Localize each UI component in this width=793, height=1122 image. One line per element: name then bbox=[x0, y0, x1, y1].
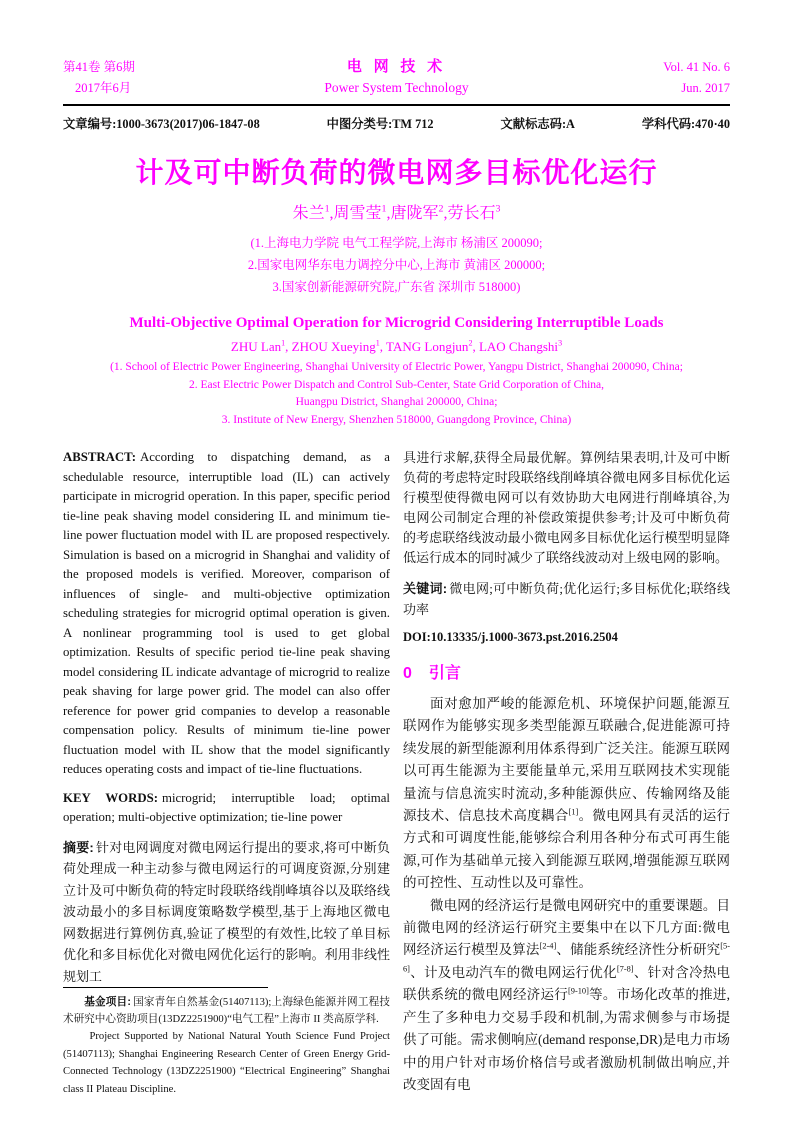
journal-title-block bbox=[324, 57, 468, 98]
header-volume-issue-cn-block bbox=[63, 57, 324, 99]
affiliation-en-line: (1. School of Electric Power Engineering, Shanghai University of Electric Power, Yangpu District, Shanghai 200090, China; bbox=[110, 361, 683, 373]
authors-cn: 朱兰$^1$,周雪莹$^1$,唐陇军$^2$,劳长石$^3$ bbox=[292, 203, 501, 222]
keywords-en bbox=[63, 789, 390, 828]
journal-header bbox=[63, 57, 730, 132]
affiliations-en bbox=[63, 359, 730, 429]
funding-text-cn: 国家青年自然基金(51407113);上海绿色能源并网工程技术研究中心资助项目(13DZ2251900)“电气工程”上海市 II 类高原学科. bbox=[63, 997, 391, 1025]
affiliation-en-line: 2. East Electric Power Dispatch and Control Sub-Center, State Grid Corporation of China, bbox=[188, 378, 605, 391]
affiliation-cn-line: (1.上海电力学院 电气工程学院,上海市 杨浦区 200090; bbox=[250, 236, 543, 250]
abstract-en-label: ABSTRACT: bbox=[63, 450, 137, 464]
journal-title-cn: 电 网 技 术 bbox=[346, 59, 447, 75]
keywords-cn-text: 微电网;可中断负荷;优化运行;多目标优化;联络线功率 bbox=[403, 581, 730, 617]
intro-paragraph: 面对愈加严峻的能源危机、环境保护问题,能源互联网作为能够实现多类型能源互联融合,促进能源可持续发展的新型能源利用体系得到广泛关注。能源互联网以可再生能源为主要能量单元,采用互联网技术实现能量流与信息流实时流动,多种能源供应、传输网络及能源技术、信息技术高度耦合[1]。微电网具有灵活的运行方式和可调度性能,能够综合利用各种分布式可再生能源,可作为基础单元接入到能源互联网,增强能源互联网的可控性、互动性以及可靠性。 bbox=[403, 696, 731, 891]
intro-paragraph: 微电网的经济运行是微电网研究中的重要课题。目前微电网的经济运行研究主要集中在以下几方面:微电网经济运行模型及算法[2-4]、储能系统经济性分析研究[5-6]、计及电动汽车的微电网运行优化[7-8]、针对含冷热电联供系统的微电网经济运行[9-10]等。市场化改革的推进,产生了多种电力交易手段和机制,为需求侧参与市场提供了可能。需求侧响应(demand response,DR)是电力市场中的用户针对市场价格信号或者激励机制做出响应,并改变固有电 bbox=[403, 897, 731, 1092]
page-content bbox=[63, 57, 730, 1096]
journal-title-en: Power System Technology bbox=[324, 80, 469, 95]
english-title-block bbox=[63, 313, 730, 429]
right-column bbox=[403, 448, 730, 1096]
abstract-cn-text: 针对电网调度对微电网运行提出的要求,将可中断负荷处理成一种主动参与微电网运行的可调度资源,分别建立计及可中断负荷的特定时段联络线削峰填谷以及联络线波动最小的多目标调度策略数学模型,基于上海地区微电网数据进行算例仿真,验证了模型的有效性,比较了单目标优化和多目标优化对微电网优化运行的影响。利用非线性规划工 bbox=[63, 839, 390, 984]
paper-title-en: Multi-Objective Optimal Operation for Microgrid Considering Interruptible Loads bbox=[129, 315, 664, 331]
document-code: 文献标志码:A bbox=[500, 117, 575, 131]
subject-code: 学科代码:470·40 bbox=[641, 117, 730, 131]
keywords-cn bbox=[403, 578, 730, 620]
affiliation-en-line: 3. Institute of New Energy, Shenzhen 518000, Guangdong Province, China) bbox=[221, 413, 572, 426]
keywords-en-label: KEY WORDS: bbox=[63, 790, 158, 805]
footnote-divider bbox=[63, 987, 268, 988]
paper-title-cn: 计及可中断负荷的微电网多目标优化运行 bbox=[135, 158, 658, 189]
affiliation-en-line: Huangpu District, Shanghai 200000, China; bbox=[295, 396, 498, 408]
two-column-body bbox=[63, 448, 730, 1096]
doi-label: DOI: bbox=[403, 630, 431, 644]
affiliation-cn-line: 3.国家创新能源研究院,广东省 深圳市 518000) bbox=[272, 280, 521, 294]
keywords-cn-label: 关键词: bbox=[403, 581, 448, 596]
doi-value: 10.13335/j.1000-3673.pst.2016.2504 bbox=[430, 630, 618, 644]
authors-en: ZHU Lan$^1$, ZHOU Xueying$^1$, TANG Longjun$^2$, LAO Changshi$^3$ bbox=[230, 338, 563, 354]
article-number: 文章编号:1000-3673(2017)06-1847-08 bbox=[63, 117, 260, 131]
abstract-en-text: According to dispatching demand, as a schedulable resource, interruptible load (IL) can actively participate in microgrid operation. In this paper, specific period tie-line peak shaving model considering IL and minimum tie-line power fluctuation model with IL are proposed respectively. Simulation is based on a microgrid in Shanghai and validity of the proposed models is verified. Moreover, comparison of influences of single- and multi-objective optimization scheduling strategies for microgrid optimal operation is given. A nonlinear programming tool is used to get global optimization. Results of specific period tie-line peak shaving model considering IL indicate advantage of microgrid to realize peak shaving for large power grid. The model can also offer reference for power grid companies to develop a reasonable compensation policy. Results of minimum tie-line power fluctuation model with IL show that the model significantly reduces operating costs and impact of tie-line fluctuations. bbox=[63, 450, 390, 776]
abstract-en bbox=[63, 448, 390, 780]
header-volume-issue-en-block bbox=[469, 57, 730, 99]
funding-label-cn: 基金项目: bbox=[84, 996, 131, 1008]
section-title: 引言 bbox=[428, 665, 461, 682]
journal-header-row bbox=[63, 57, 730, 99]
abstract-cn bbox=[63, 837, 390, 988]
date-en: Jun. 2017 bbox=[681, 81, 730, 95]
abstract-cn-continuation: 具进行求解,获得全局最优解。算例结果表明,计及可中断负荷的考虑特定时段联络线削峰填谷微电网多目标优化运行模型使得微电网可以有效协助大电网进行削峰填谷,为电网公司制定合理的补偿政策提供参考;计及可中断负荷的考虑联络线波动最小微电网多目标优化运行模型明显降低运行成本的同时减少了联络线波动对上级电网的影响。 bbox=[403, 450, 730, 565]
volume-issue-en: Vol. 41 No. 6 bbox=[663, 60, 730, 74]
affiliations-cn bbox=[63, 232, 730, 298]
left-column bbox=[63, 448, 390, 1096]
affiliation-cn-line: 2.国家电网华东电力调控分中心,上海市 黄浦区 200000; bbox=[247, 258, 546, 272]
clc-number: 中图分类号:TM 712 bbox=[326, 117, 434, 131]
section-heading-intro bbox=[403, 660, 730, 683]
keywords-en-text: microgrid; interruptible load; optimal operation; multi-objective optimization; tie-line power bbox=[63, 790, 390, 824]
funding-note-en: Project Supported by National Natural Youth Science Fund Project (51407113); Shanghai Engineering Research Center of Green Energy Grid-Connected Technology (13DZ2251900) “Electrical Engineering” Shanghai class II Plateau Discipline. bbox=[63, 1031, 390, 1095]
funding-footnote bbox=[63, 987, 390, 1098]
header-divider bbox=[63, 104, 730, 106]
funding-note-cn bbox=[63, 994, 390, 1028]
article-meta-row bbox=[63, 114, 730, 132]
date-cn: 2017年6月 bbox=[75, 81, 132, 95]
volume-issue-cn: 第41卷 第6期 bbox=[63, 60, 135, 74]
abstract-cn-label: 摘要: bbox=[63, 839, 94, 855]
section-number: 0 bbox=[403, 665, 412, 682]
doi-line bbox=[403, 630, 730, 645]
